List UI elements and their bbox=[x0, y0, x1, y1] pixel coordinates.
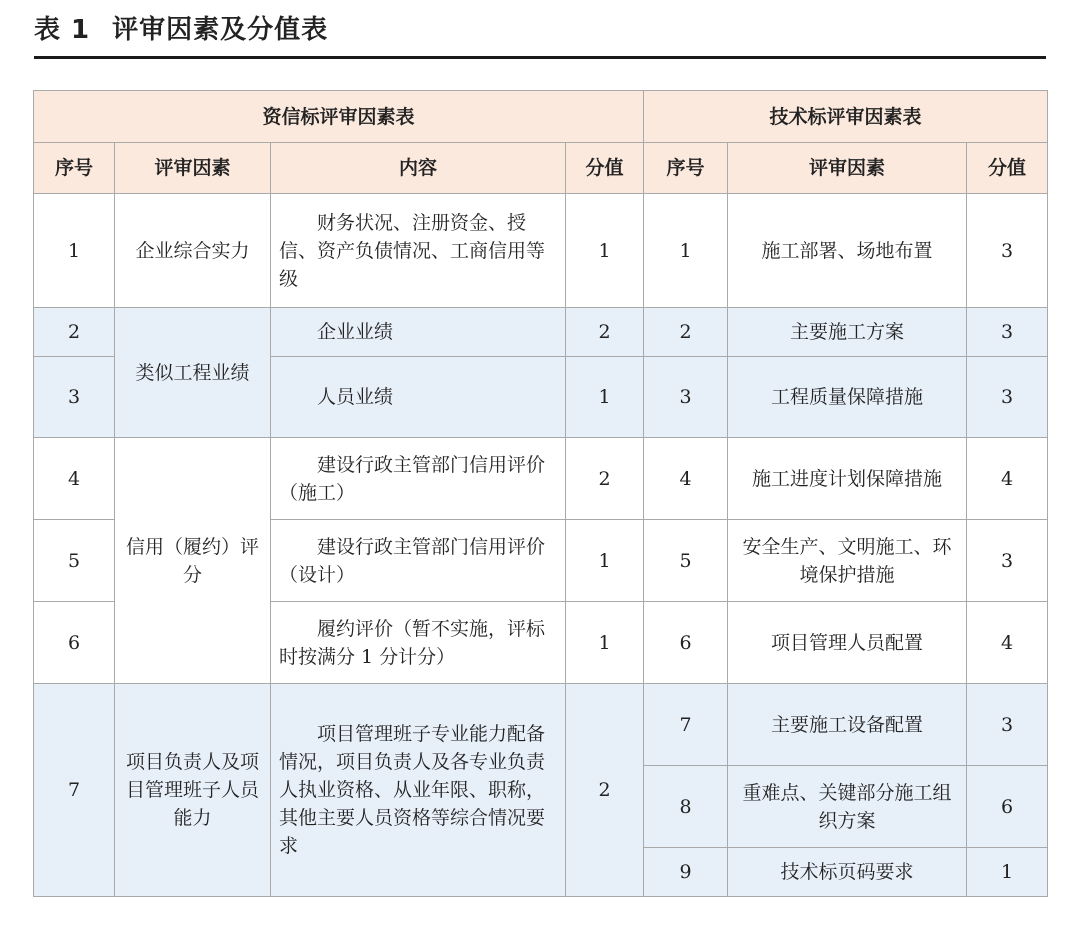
col-header-tech-no: 序号 bbox=[644, 143, 728, 194]
qual-score: 1 bbox=[566, 194, 644, 308]
col-header-tech-factor: 评审因素 bbox=[728, 143, 967, 194]
tech-factor: 重难点、关键部分施工组织方案 bbox=[728, 766, 967, 848]
tech-score: 3 bbox=[967, 194, 1048, 308]
qual-score: 1 bbox=[566, 357, 644, 438]
table-caption bbox=[34, 10, 328, 50]
tech-no: 4 bbox=[644, 438, 728, 520]
technical-header: 技术标评审因素表 bbox=[644, 91, 1048, 143]
tech-no: 2 bbox=[644, 308, 728, 357]
qual-score: 1 bbox=[566, 520, 644, 602]
qual-no: 2 bbox=[34, 308, 115, 357]
qual-factor: 信用（履约）评分 bbox=[115, 438, 271, 684]
col-header-score: 分值 bbox=[566, 143, 644, 194]
table-number: 表 1 bbox=[34, 15, 91, 45]
qual-content: 建设行政主管部门信用评价（设计） bbox=[271, 520, 566, 602]
col-header-content: 内容 bbox=[271, 143, 566, 194]
qual-content: 建设行政主管部门信用评价（施工） bbox=[271, 438, 566, 520]
qual-no: 4 bbox=[34, 438, 115, 520]
col-header-no: 序号 bbox=[34, 143, 115, 194]
tech-no: 1 bbox=[644, 194, 728, 308]
tech-score: 3 bbox=[967, 684, 1048, 766]
tech-score: 1 bbox=[967, 848, 1048, 897]
qual-factor: 项目负责人及项目管理班子人员能力 bbox=[115, 684, 271, 897]
tech-no: 6 bbox=[644, 602, 728, 684]
qual-content: 履约评价（暂不实施，评标时按满分 1 分计分） bbox=[271, 602, 566, 684]
qual-score: 2 bbox=[566, 438, 644, 520]
qualification-header: 资信标评审因素表 bbox=[34, 91, 644, 143]
tech-score: 3 bbox=[967, 520, 1048, 602]
tech-factor: 安全生产、文明施工、环境保护措施 bbox=[728, 520, 967, 602]
tech-no: 3 bbox=[644, 357, 728, 438]
qual-no: 7 bbox=[34, 684, 115, 897]
tech-score: 3 bbox=[967, 308, 1048, 357]
table-row bbox=[34, 438, 1048, 520]
tech-factor: 施工进度计划保障措施 bbox=[728, 438, 967, 520]
table-row bbox=[34, 684, 1048, 766]
qual-no: 6 bbox=[34, 602, 115, 684]
tech-score: 4 bbox=[967, 438, 1048, 520]
qual-content: 企业业绩 bbox=[271, 308, 566, 357]
qual-content: 财务状况、注册资金、授信、资产负债情况、工商信用等级 bbox=[271, 194, 566, 308]
tech-factor: 主要施工设备配置 bbox=[728, 684, 967, 766]
tech-no: 8 bbox=[644, 766, 728, 848]
qual-no: 3 bbox=[34, 357, 115, 438]
tech-factor: 技术标页码要求 bbox=[728, 848, 967, 897]
tech-score: 6 bbox=[967, 766, 1048, 848]
col-header-tech-score: 分值 bbox=[967, 143, 1048, 194]
qual-score: 1 bbox=[566, 602, 644, 684]
tech-no: 7 bbox=[644, 684, 728, 766]
caption-rule bbox=[34, 56, 1046, 59]
tech-no: 9 bbox=[644, 848, 728, 897]
qual-no: 5 bbox=[34, 520, 115, 602]
qual-factor: 类似工程业绩 bbox=[115, 308, 271, 438]
tech-factor: 项目管理人员配置 bbox=[728, 602, 967, 684]
qual-content: 项目管理班子专业能力配备情况，项目负责人及各专业负责人执业资格、从业年限、职称，其他主要人员资格等综合情况要求 bbox=[271, 684, 566, 897]
tech-score: 4 bbox=[967, 602, 1048, 684]
qual-score: 2 bbox=[566, 684, 644, 897]
col-header-factor: 评审因素 bbox=[115, 143, 271, 194]
qual-content: 人员业绩 bbox=[271, 357, 566, 438]
table-title: 评审因素及分值表 bbox=[112, 15, 329, 45]
tech-factor: 施工部署、场地布置 bbox=[728, 194, 967, 308]
qual-factor: 企业综合实力 bbox=[115, 194, 271, 308]
table-row bbox=[34, 308, 1048, 357]
tech-factor: 工程质量保障措施 bbox=[728, 357, 967, 438]
qual-score: 2 bbox=[566, 308, 644, 357]
qual-no: 1 bbox=[34, 194, 115, 308]
tech-score: 3 bbox=[967, 357, 1048, 438]
tech-no: 5 bbox=[644, 520, 728, 602]
scoring-table bbox=[33, 90, 1048, 897]
tech-factor: 主要施工方案 bbox=[728, 308, 967, 357]
table-row bbox=[34, 194, 1048, 308]
